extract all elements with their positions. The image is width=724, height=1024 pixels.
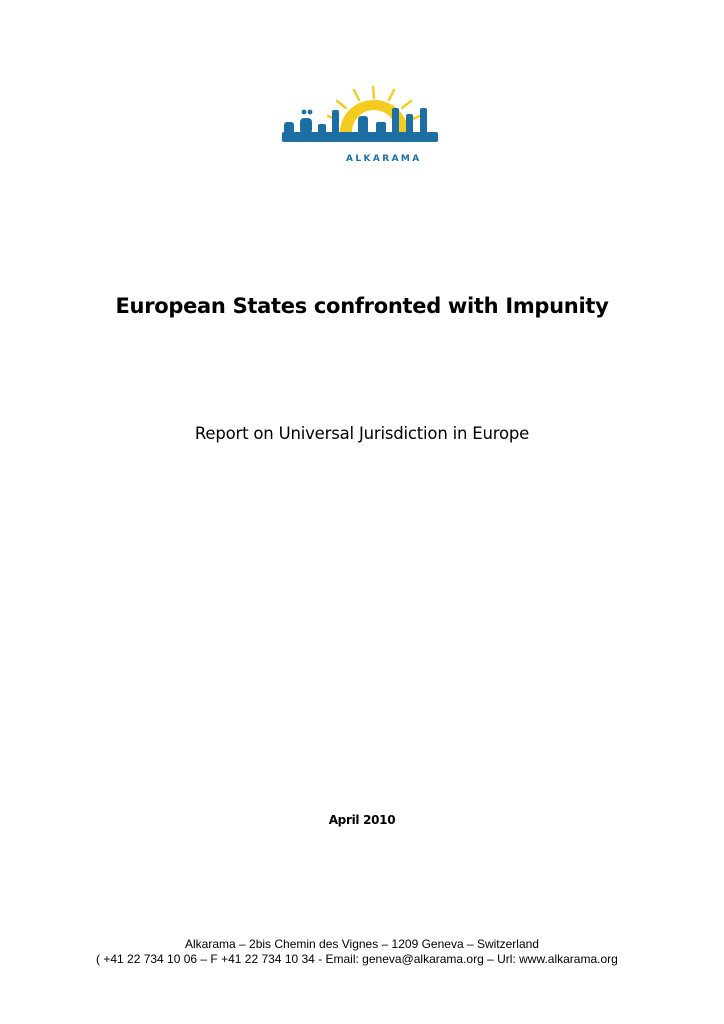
footer-address: Alkarama – 2bis Chemin des Vignes – 1209 Geneva – Switzerland xyxy=(185,937,539,951)
footer-contact: ( +41 22 734 10 06 – F +41 22 734 10 34 - Email: geneva@alkarama.org – Url: www.alkarama.org xyxy=(96,952,618,966)
document-date: April 2010 xyxy=(328,813,396,827)
document-title: European States confronted with Impunity xyxy=(115,294,609,318)
logo-wordmark: ALKARAMA xyxy=(346,154,422,164)
alkarama-logo xyxy=(280,84,440,166)
document-subtitle: Report on Universal Jurisdiction in Europe xyxy=(194,424,530,443)
